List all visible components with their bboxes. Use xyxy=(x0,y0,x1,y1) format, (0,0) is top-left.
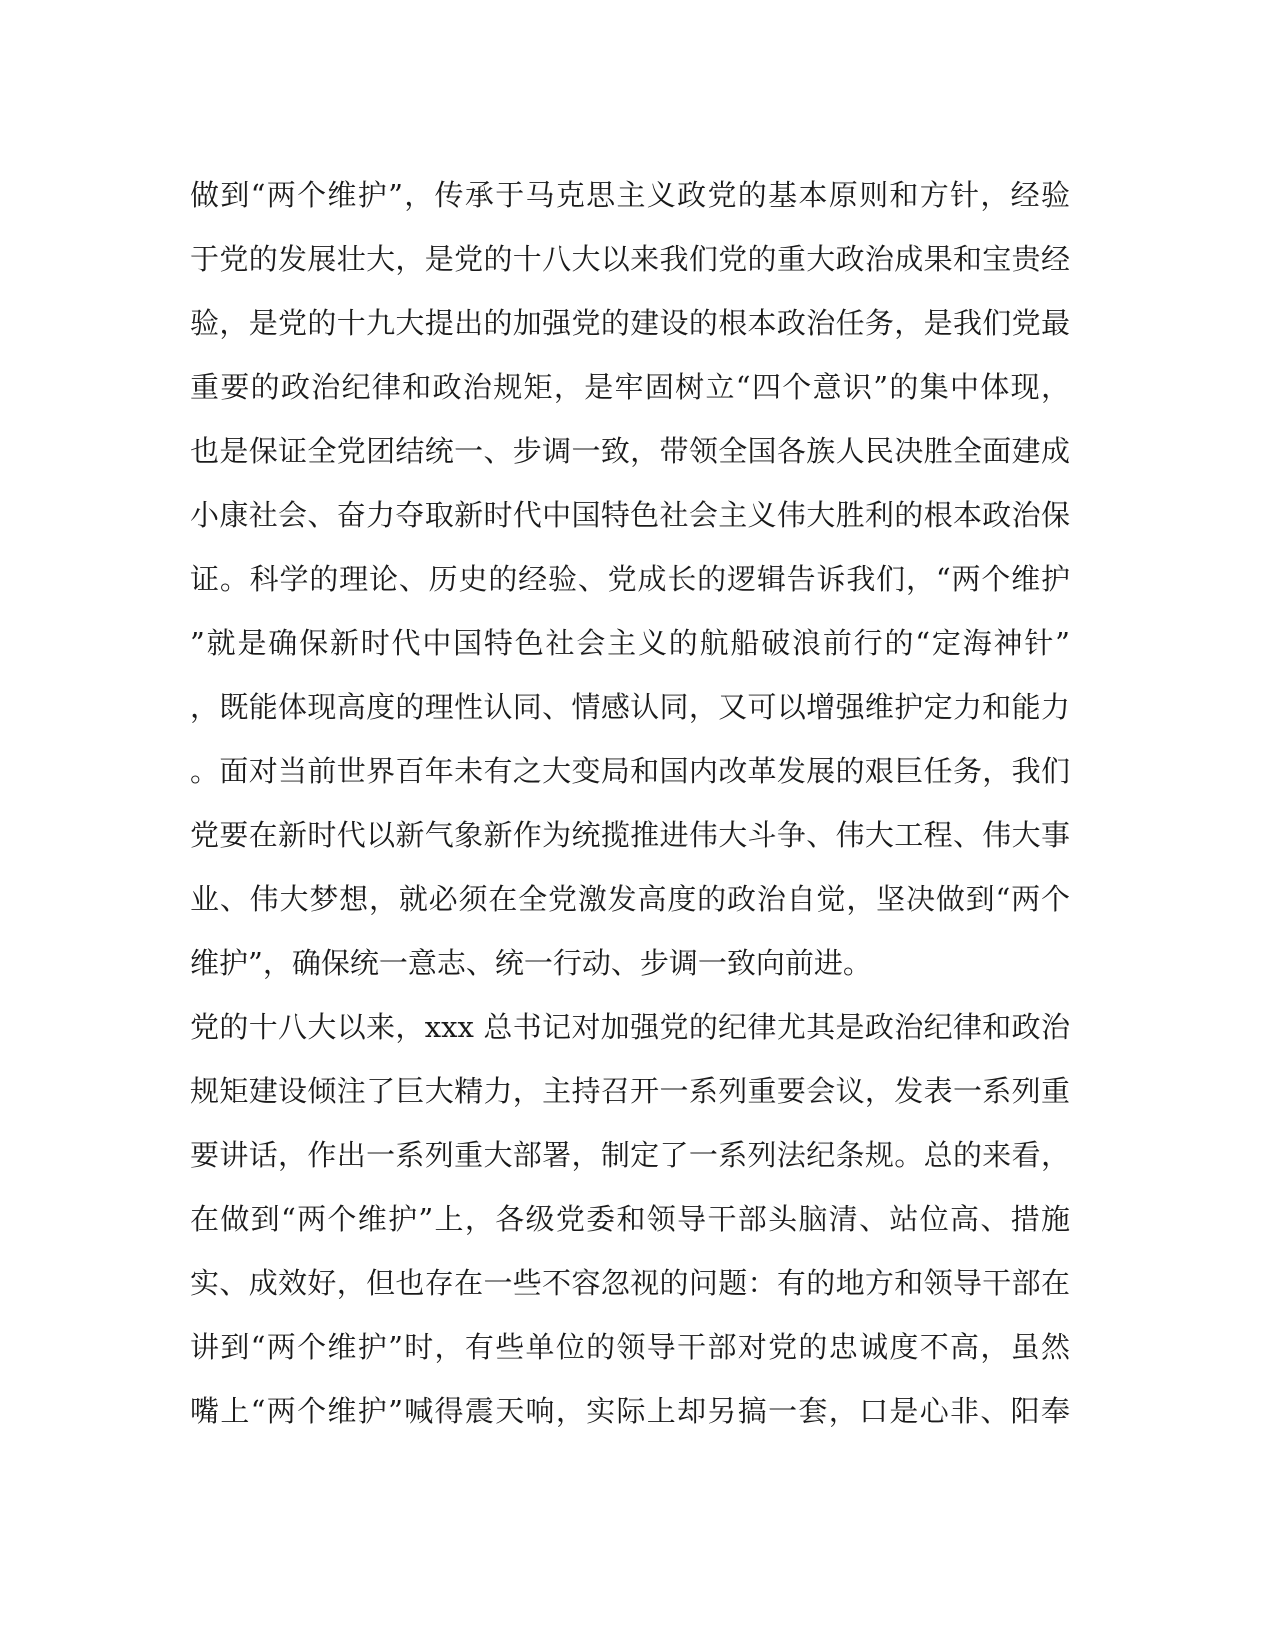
text-line: 重要的政治纪律和政治规矩，是牢固树立“四个意识”的集中体现， xyxy=(190,370,1070,404)
text-line: 于党的发展壮大，是党的十八大以来我们党的重大政治成果和宝贵经 xyxy=(190,242,1070,276)
text-line: 党要在新时代以新气象新作为统揽推进伟大斗争、伟大工程、伟大事 xyxy=(190,818,1070,852)
text-line: ，既能体现高度的理性认同、情感认同，又可以增强维护定力和能力 xyxy=(190,690,1070,724)
body-text xyxy=(190,163,1070,1443)
text-line: 也是保证全党团结统一、步调一致，带领全国各族人民决胜全面建成 xyxy=(190,434,1070,468)
text-line: 要讲话，作出一系列重大部署，制定了一系列法纪条规。总的来看， xyxy=(190,1138,1070,1172)
text-line: 党的十八大以来，xxx 总书记对加强党的纪律尤其是政治纪律和政治 xyxy=(190,1010,1070,1044)
text-line: 小康社会、奋力夺取新时代中国特色社会主义伟大胜利的根本政治保 xyxy=(190,498,1070,532)
text-line: 讲到“两个维护”时，有些单位的领导干部对党的忠诚度不高，虽然 xyxy=(190,1330,1070,1364)
text-line: 规矩建设倾注了巨大精力，主持召开一系列重要会议，发表一系列重 xyxy=(190,1074,1070,1108)
text-line: 嘴上“两个维护”喊得震天响，实际上却另搞一套，口是心非、阳奉 xyxy=(190,1394,1070,1428)
text-line: 在做到“两个维护”上，各级党委和领导干部头脑清、站位高、措施 xyxy=(190,1202,1070,1236)
text-line-paragraph-end: 维护”，确保统一意志、统一行动、步调一致向前进。 xyxy=(190,946,872,980)
text-line: 证。科学的理论、历史的经验、党成长的逻辑告诉我们，“两个维护 xyxy=(190,562,1070,596)
text-line: 实、成效好，但也存在一些不容忽视的问题：有的地方和领导干部在 xyxy=(190,1266,1070,1300)
text-line: 业、伟大梦想，就必须在全党激发高度的政治自觉，坚决做到“两个 xyxy=(190,882,1070,916)
text-line: 做到“两个维护”，传承于马克思主义政党的基本原则和方针，经验 xyxy=(190,178,1070,212)
text-line: 验，是党的十九大提出的加强党的建设的根本政治任务，是我们党最 xyxy=(190,306,1070,340)
text-line: ”就是确保新时代中国特色社会主义的航船破浪前行的“定海神针” xyxy=(190,626,1070,660)
text-line: 。面对当前世界百年未有之大变局和国内改革发展的艰巨任务，我们 xyxy=(190,754,1070,788)
